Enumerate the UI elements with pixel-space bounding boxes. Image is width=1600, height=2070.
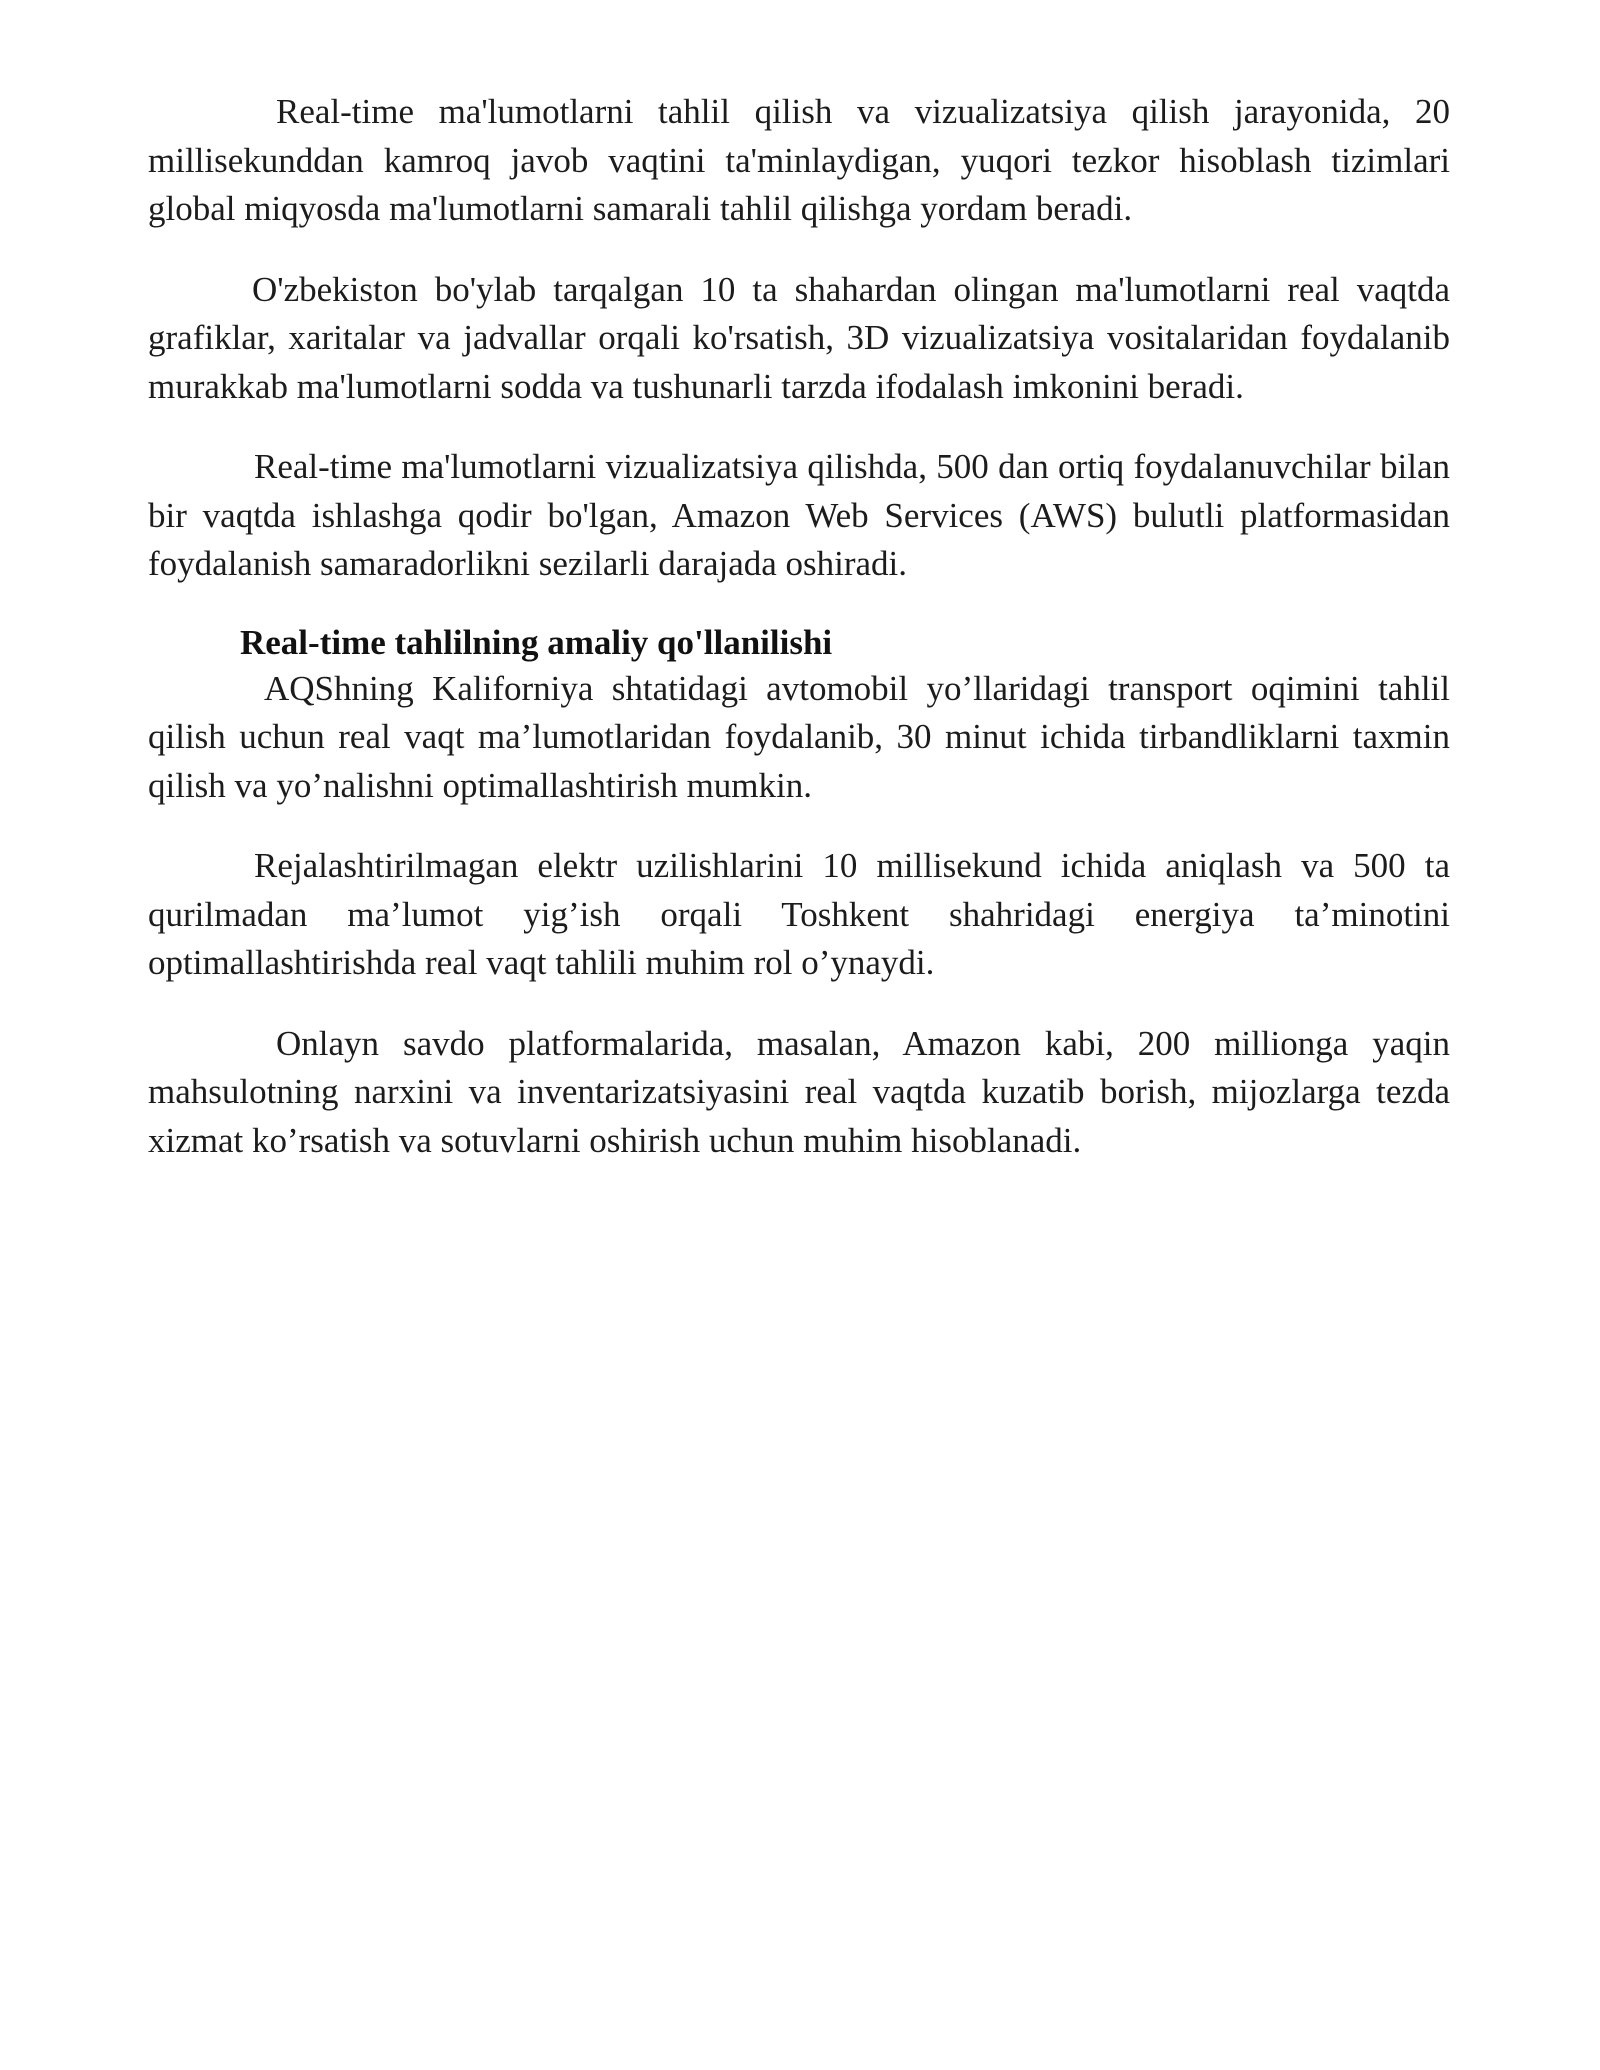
paragraph-california-traffic: AQShning Kaliforniya shtatidagi avtomobil yo’llaridagi transport oqimini tahlil qilish uchun real vaqt ma’lumotlaridan foydalanib, 30 minut ichida tirbandliklarni taxmin qilish va yo’nalishni optimallashtirish mumkin. [148, 668, 1450, 805]
paragraph-aws-platform: Real-time ma'lumotlarni vizualizatsiya qilishda, 500 dan ortiq foydalanuvchilar bilan bir vaqtda ishlashga qodir bo'lgan, Amazon Web Services (AWS) bulutli platformasidan foydalanish samaradorlikni sezilarli darajada oshiradi. [148, 447, 1450, 583]
section-heading: Real-time tahlilning amaliy qo'llanilishi [240, 622, 833, 662]
document-page [148, 88, 1450, 1197]
paragraph-realtime-analysis: Real-time ma'lumotlarni tahlil qilish va vizualizatsiya qilish jarayonida, 20 millisekunddan kamroq javob vaqtini ta'minlaydigan, yuqori tezkor hisoblash tizimlari global miqyosda ma'lumotlarni samarali tahlil qilishga yordam beradi. [148, 92, 1450, 228]
paragraph-power-outages: Rejalashtirilmagan elektr uzilishlarini 10 millisekund ichida aniqlash va 500 ta qurilmadan ma’lumot yig’ish orqali Toshkent shahridagi energiya ta’minotini optimallashtirishda real vaqt tahlili muhim rol o’ynaydi. [148, 846, 1450, 982]
paragraph-online-commerce: Onlayn savdo platformalarida, masalan, Amazon kabi, 200 millionga yaqin mahsulotning narxini va inventarizatsiyasini real vaqtda kuzatib borish, mijozlarga tezda xizmat ko’rsatish va sotuvlarni oshirish uchun muhim hisoblanadi. [148, 1023, 1450, 1160]
paragraph-uzbekistan-cities: O'zbekiston bo'ylab tarqalgan 10 ta shahardan olingan ma'lumotlarni real vaqtda grafiklar, xaritalar va jadvallar orqali ko'rsatish, 3D vizualizatsiya vositalaridan foydalanib murakkab ma'lumotlarni sodda va tushunarli tarzda ifodalash imkonini beradi. [148, 269, 1450, 406]
